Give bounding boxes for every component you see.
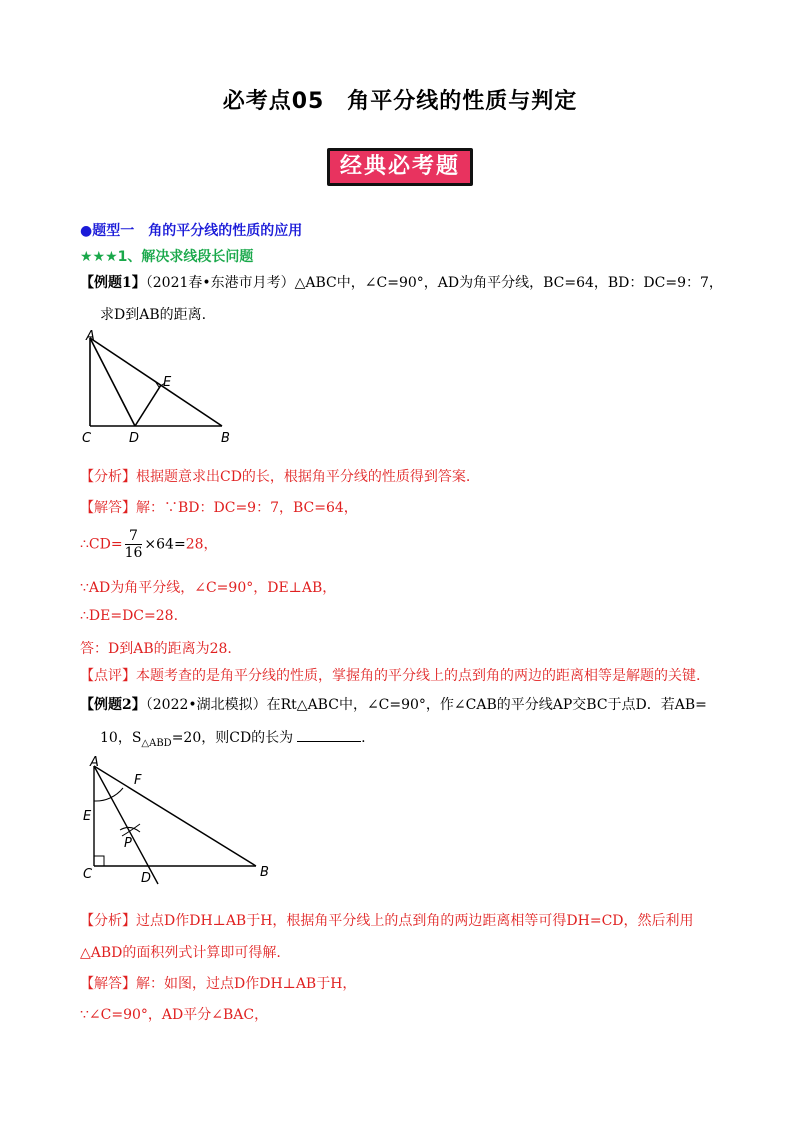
page-title: 必考点05 角平分线的性质与判定 (222, 89, 578, 114)
example1-question-line1 (80, 272, 723, 292)
example1-answer-line2 (80, 528, 218, 561)
classic-badge: 经典必考题 (327, 148, 473, 186)
example2-text2a: 10，S (100, 730, 142, 746)
fig1-label-c: C (82, 431, 92, 446)
example1-comment-tag: 【点评】 (80, 668, 136, 684)
example2-figure (78, 752, 288, 892)
fig1-label-e: E (163, 375, 172, 390)
fig2-label-d: D (141, 871, 152, 886)
example2-analysis-tag: 【分析】 (80, 913, 136, 929)
type1-heading: ●题型一 角的平分线的性质的应用 (80, 223, 303, 239)
example1-answer1-text: 解：∵BD：DC=9：7，BC=64， (136, 500, 358, 516)
fig1-label-a: A (86, 329, 95, 344)
example2-question-line2 (100, 727, 366, 749)
example2-analysis-line2: △ABD的面积列式计算即可得解. (80, 945, 281, 961)
example1-text1: （2021春•东港市月考）△ABC中，∠C=90°，AD为角平分线，BC=64，BD：DC=9：7， (145, 275, 723, 291)
example1-analysis-tag: 【分析】 (80, 469, 136, 485)
example2-answer1-text: 解：如图，过点D作DH⊥AB于H， (136, 976, 357, 992)
example2-answer-line2: ∵∠C=90°，AD平分∠BAC， (80, 1007, 269, 1023)
example2-answer-tag: 【解答】 (80, 976, 136, 992)
answer-blank[interactable] (297, 741, 361, 742)
example1-answer-line5: 答：D到AB的距离为28. (80, 641, 232, 657)
example2-answer-line1 (80, 973, 356, 993)
example1-comment (80, 665, 700, 685)
fig2-label-f: F (134, 773, 142, 788)
example2-tag: 【例题2】 (80, 697, 146, 713)
answer2-prefix: ∴CD= (80, 536, 123, 553)
example1-answer-line3: ∵AD为角平分线，∠C=90°，DE⊥AB， (80, 580, 337, 596)
example2-analysis-line1 (80, 910, 694, 930)
fig1-label-b: B (221, 431, 230, 446)
example2-subscript: △ABD (141, 737, 172, 749)
example1-tag: 【例题1】 (80, 275, 146, 291)
example1-answer-line1 (80, 497, 358, 517)
fig2-label-a: A (90, 755, 99, 770)
example1-question-line2: 求D到AB的距离. (100, 307, 207, 323)
fig2-label-c: C (83, 867, 93, 882)
fraction-numerator: 7 (125, 528, 143, 545)
fig2-label-e: E (83, 809, 92, 824)
fraction-7-16 (125, 528, 143, 561)
example2-analysis-text1: 过点D作DH⊥AB于H，根据角平分线上的点到角的两边距离相等可得DH=CD，然后利用 (136, 913, 694, 929)
example1-figure (78, 328, 248, 450)
example1-answer-tag: 【解答】 (80, 500, 136, 516)
fraction-denominator: 16 (124, 545, 143, 561)
fig1-label-d: D (129, 431, 140, 446)
example2-text2b: =20，则CD的长为 (171, 730, 294, 746)
example2-question-line1 (80, 694, 707, 714)
example2-text1: （2022•湖北模拟）在Rt△ABC中，∠C=90°，作∠CAB的平分线AP交BC于点D．若AB= (145, 697, 707, 713)
example1-comment-text: 本题考查的是角平分线的性质，掌握角的平分线上的点到角的两边的距离相等是解题的关键. (136, 668, 701, 684)
answer2-mid: ×64= (144, 536, 186, 553)
subtype1-heading: ★★★1、解决求线段长问题 (80, 249, 254, 265)
example2-text2-end: . (361, 730, 366, 746)
fig2-label-b: B (260, 865, 269, 880)
example1-analysis (80, 466, 470, 486)
answer2-result: 28， (185, 536, 218, 553)
example1-answer-line4: ∴DE=DC=28. (80, 608, 179, 624)
fig2-label-p: P (124, 836, 132, 851)
example1-analysis-text: 根据题意求出CD的长，根据角平分线的性质得到答案. (136, 469, 471, 485)
